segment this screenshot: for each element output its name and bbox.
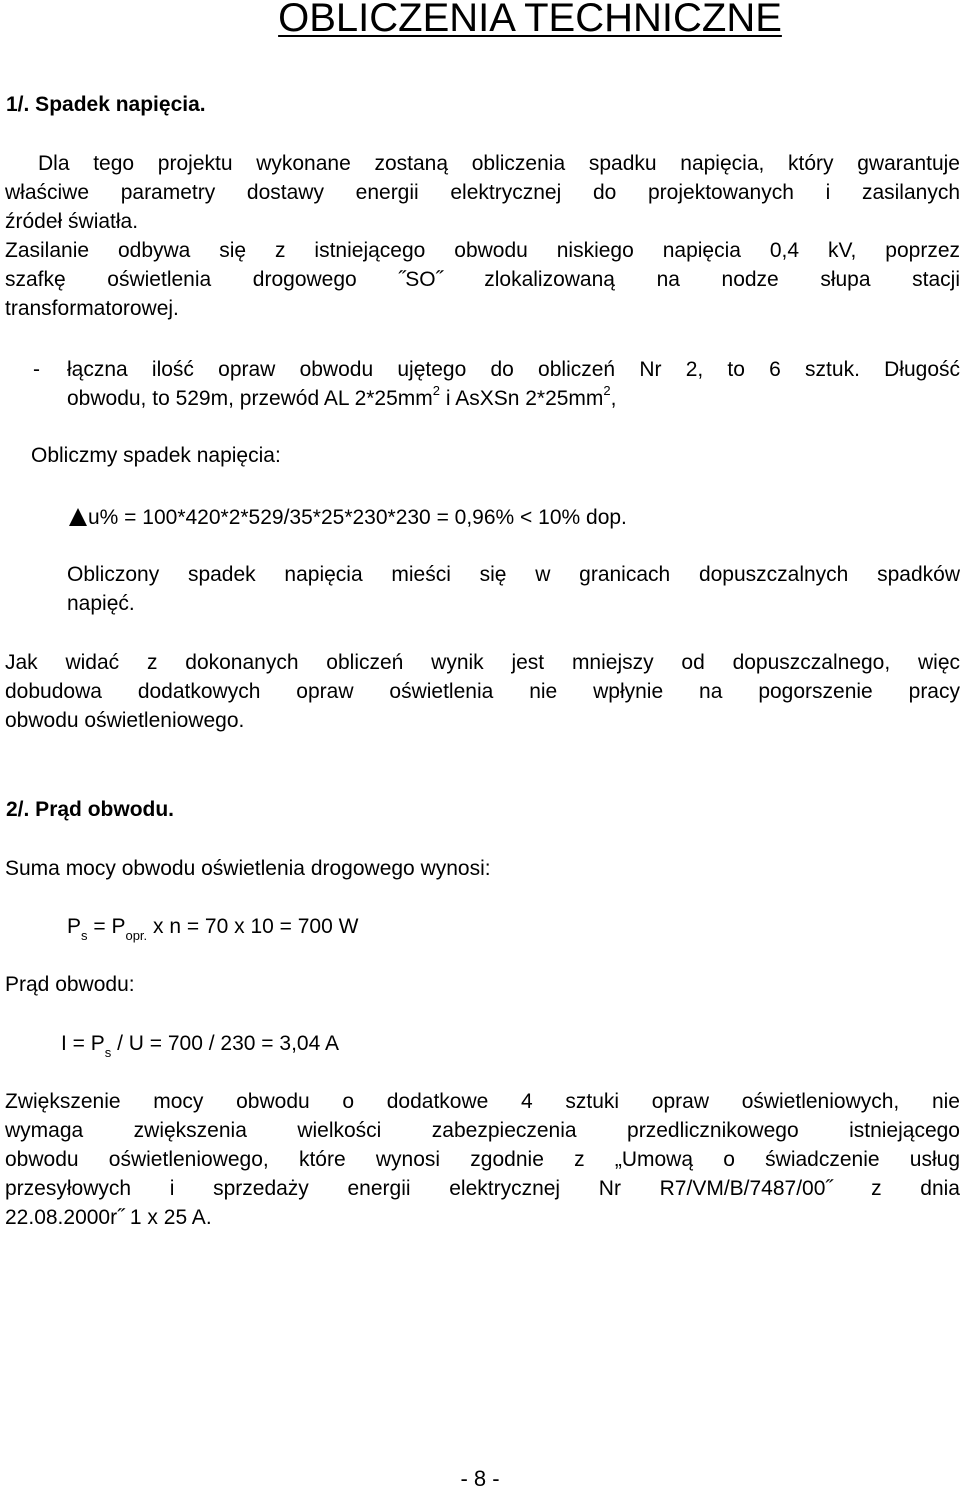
conclusion-paragraph xyxy=(5,648,960,735)
paragraph-supply xyxy=(5,236,960,323)
paragraph-intro xyxy=(5,149,960,236)
current-formula: $I = P_s / U = 700 / 230 = 3,04$ A xyxy=(61,1032,339,1061)
power-formula: $P_s = P_{opr.}$ x n = 70 x 10 = 700 W xyxy=(67,915,359,944)
voltage-drop-formula: u% = 100*420*2*529/35*25*230*230 = 0,96% < 10% dop. xyxy=(69,503,627,532)
bullet-dash: - xyxy=(33,358,40,381)
final-paragraph xyxy=(5,1087,960,1232)
text-line: właściwe parametry dostawy energii elektrycznej do projektowanych i zasilanych xyxy=(5,181,960,204)
text-line: obwodu oświetleniowego. xyxy=(5,709,245,732)
text-line: Zwiększenie mocy obwodu o dodatkowe 4 sztuki opraw oświetleniowych, nie xyxy=(5,1090,960,1113)
calculation-intro: Obliczmy spadek napięcia: xyxy=(31,444,281,467)
text-line: Zasilanie odbywa się z istniejącego obwodu niskiego napięcia 0,4 kV, poprzez xyxy=(5,239,960,262)
text-line: wymaga zwiększenia wielkości zabezpieczenia przedlicznikowego istniejącego xyxy=(5,1119,960,1142)
text-line: 22.08.2000r˝ 1 x 25 A. xyxy=(5,1206,212,1229)
superscript: 2 xyxy=(603,383,611,398)
result-paragraph xyxy=(67,560,960,618)
current-label: Prąd obwodu: xyxy=(5,973,135,996)
text-line: łączna ilość opraw obwodu ujętego do obliczeń Nr 2, to 6 sztuk. Długość xyxy=(67,358,960,381)
text-line: obwodu, to 529m, przewód AL $2*25mm^2$ i AsXSn $2*25mm^2$, xyxy=(67,383,617,410)
text-line: dobudowa dodatkowych opraw oświetlenia nie wpłynie na pogorszenie pracy xyxy=(5,680,960,703)
bullet-item xyxy=(67,355,960,413)
text-line: transformatorowej. xyxy=(5,297,179,320)
page-number: - 8 - xyxy=(460,1466,500,1491)
text-line: obwodu oświetleniowego, które wynosi zgodnie z „Umową o świadczenie usług xyxy=(5,1148,960,1171)
power-intro: Suma mocy obwodu oświetlenia drogowego wynosi: xyxy=(5,857,491,880)
text-line: napięć. xyxy=(67,592,135,615)
text-line: Obliczony spadek napięcia mieści się w granicach dopuszczalnych spadków xyxy=(67,563,960,586)
section-1-heading: 1/. Spadek napięcia. xyxy=(6,93,206,116)
superscript: 2 xyxy=(432,383,441,398)
text-line: Jak widać z dokonanych obliczeń wynik jest mniejszy od dopuszczalnego, więc xyxy=(5,651,960,674)
page-title: OBLICZENIA TECHNICZNE xyxy=(278,0,782,40)
text-line: przesyłowych i sprzedaży energii elektrycznej Nr R7/VM/B/7487/00˝ z dnia xyxy=(5,1177,960,1200)
text-line: Dla tego projektu wykonane zostaną obliczenia spadku napięcia, który gwarantuje xyxy=(38,152,960,175)
section-2-heading: 2/. Prąd obwodu. xyxy=(6,798,175,821)
text-line: szafkę oświetlenia drogowego ˝SO˝ zlokalizowaną na nodze słupa stacji xyxy=(5,268,960,291)
delta-icon xyxy=(69,508,87,526)
text-line: źródeł światła. xyxy=(5,210,139,233)
